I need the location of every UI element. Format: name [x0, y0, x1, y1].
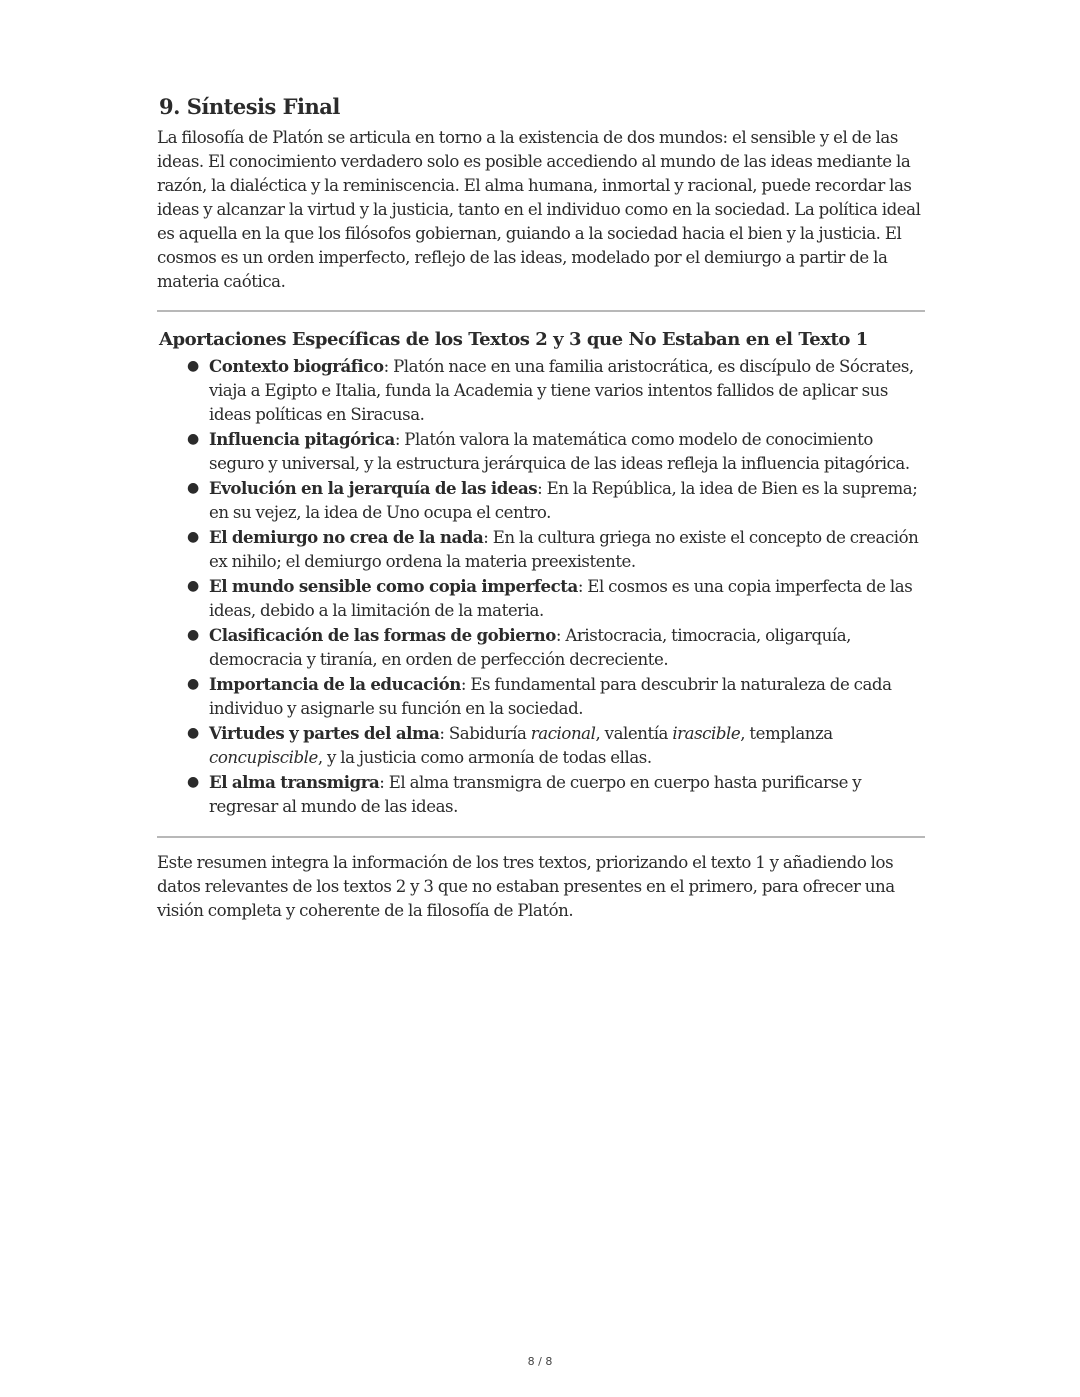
page-indicator: 8 / 8 — [527, 1355, 553, 1368]
item-term: Importancia de la educación — [209, 674, 461, 694]
item-term: Clasificación de las formas de gobierno — [209, 625, 556, 645]
bullet-icon: ● — [187, 676, 199, 692]
list-item — [187, 476, 925, 525]
item-term: El mundo sensible como copia imperfecta — [209, 576, 578, 596]
item-text: : En la cultura griega no existe el concepto de creación ex nihilo; el demiurgo ordena la materia preexistente. — [209, 528, 919, 571]
divider — [157, 310, 925, 312]
italic-term: concupiscible — [209, 748, 318, 767]
item-text: : El alma transmigra de cuerpo en cuerpo hasta purificarse y regresar al mundo de las ideas. — [209, 773, 862, 816]
item-term: El alma transmigra — [209, 772, 380, 792]
synthesis-paragraph: La filosofía de Platón se articula en torno a la existencia de dos mundos: el sensible y el de las ideas. El conocimiento verdadero solo es posible accediendo al mundo de las ideas mediante la razón, la dialéctica y la reminiscencia. El alma humana, inmortal y racional, puede recordar las ideas y alcanzar la virtud y la justicia, tanto en el individuo como en la sociedad. La política ideal es aquella en la que los filósofos gobiernan, guiando a la sociedad hacia el bien y la justicia. El cosmos es un orden imperfecto, reflejo de las ideas, modelado por el demiurgo a partir de la materia caótica. — [157, 128, 921, 291]
item-term: Evolución en la jerarquía de las ideas — [209, 478, 538, 498]
item-term: Virtudes y partes del alma — [209, 723, 440, 743]
item-term: Influencia pitagórica — [209, 429, 395, 449]
bullet-icon: ● — [187, 480, 199, 496]
italic-term: irascible — [672, 724, 741, 743]
list-item — [187, 525, 925, 574]
item-text: : Platón nace en una familia aristocrática, es discípulo de Sócrates, viaja a Egipto e Italia, funda la Academia y tiene varios intentos fallidos de aplicar sus ideas políticas en Siracusa. — [209, 357, 914, 424]
list-item — [187, 354, 925, 427]
item-term: El demiurgo no crea de la nada — [209, 527, 484, 547]
item-text: : El cosmos es una copia imperfecta de las ideas, debido a la limitación de la materia. — [209, 577, 913, 620]
document-page — [157, 92, 925, 923]
item-text: , templanza — [740, 724, 833, 743]
bullet-icon: ● — [187, 774, 199, 790]
closing-paragraph: Este resumen integra la información de los tres textos, priorizando el texto 1 y añadiendo los datos relevantes de los textos 2 y 3 que no estaban presentes en el primero, para ofrecer una visión completa y coherente de la filosofía de Platón. — [157, 853, 895, 920]
bullet-icon: ● — [187, 725, 199, 741]
item-text: , y la justicia como armonía de todas ellas. — [317, 748, 652, 767]
bullet-icon: ● — [187, 431, 199, 447]
divider — [157, 836, 925, 838]
item-text: : Aristocracia, timocracia, oligarquía, democracia y tiranía, en orden de perfección decreciente. — [209, 626, 851, 669]
list-item — [187, 623, 925, 672]
item-text: , valentía — [595, 724, 673, 743]
item-text: : Sabiduría — [439, 724, 531, 743]
list-item — [187, 721, 925, 770]
italic-term: racional — [530, 724, 596, 743]
item-text: : Platón valora la matemática como modelo de conocimiento seguro y universal, y la estructura jerárquica de las ideas refleja la influencia pitagórica. — [209, 430, 910, 473]
list-item — [187, 427, 925, 476]
bullet-icon: ● — [187, 529, 199, 545]
section-title: 9. Síntesis Final — [159, 94, 340, 119]
list-item — [187, 770, 925, 819]
item-text: : En la República, la idea de Bien es la suprema; en su vejez, la idea de Uno ocupa el centro. — [209, 479, 918, 522]
bullet-icon: ● — [187, 627, 199, 643]
item-term: Contexto biográfico — [209, 356, 384, 376]
list-item — [187, 574, 925, 623]
list-item — [187, 672, 925, 721]
bullet-icon: ● — [187, 578, 199, 594]
subsection-title: Aportaciones Específicas de los Textos 2 y 3 que No Estaban en el Texto 1 — [159, 329, 868, 350]
bullet-icon: ● — [187, 358, 199, 374]
aportaciones-list — [157, 354, 925, 819]
item-text: : Es fundamental para descubrir la naturaleza de cada individuo y asignarle su función en la sociedad. — [209, 675, 892, 718]
